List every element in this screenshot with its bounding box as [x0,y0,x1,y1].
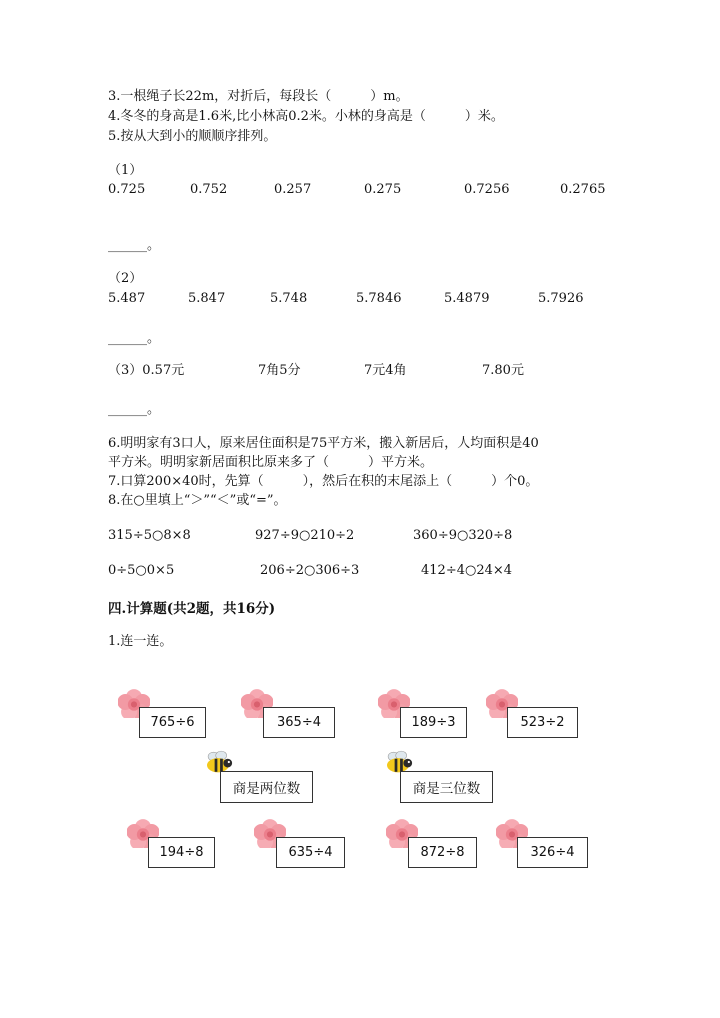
category-box-three-digit[interactable]: 商是三位数 [400,771,493,803]
top-division-box[interactable]: 365÷4 [263,707,335,738]
p1-number: 0.2765 [560,182,606,197]
compare-expression: 412÷4○24×4 [421,563,513,578]
section-4-title: 四.计算题(共2题，共16分) [108,601,276,617]
bottom-division-box[interactable]: 326÷4 [517,837,588,868]
p1-number: 0.257 [274,182,312,197]
p1-number: 0.725 [108,182,146,197]
question-7: 7.口算200×40时，先算（ ），然后在积的末尾添上（ ）个0。 [108,474,539,489]
p1-number: 0.752 [190,182,228,197]
p2-number: 5.4879 [444,291,490,306]
top-division-box[interactable]: 765÷6 [139,707,206,738]
question-6-line-2: 平方米。明明家新居面积比原来多了（ ）平方米。 [108,455,434,470]
question-6-line-1: 6.明明家有3口人，原来居住面积是75平方米，搬入新居后，人均面积是40 [108,436,539,451]
p3-item: 7.80元 [482,363,524,378]
part-2-label: （2） [108,271,143,286]
top-division-box[interactable]: 523÷2 [507,707,578,738]
bottom-division-box[interactable]: 194÷8 [148,837,215,868]
p2-number: 5.748 [270,291,308,306]
calc-question-1: 1.连一连。 [108,634,173,649]
part-1-label: （1） [108,163,143,178]
category-box-two-digit[interactable]: 商是两位数 [220,771,313,803]
question-8: 8.在○里填上“＞”“＜”或“=”。 [108,493,287,508]
bottom-division-box[interactable]: 635÷4 [276,837,345,868]
compare-expression: 360÷9○320÷8 [413,528,513,543]
compare-expression: 0÷5○0×5 [108,563,175,578]
compare-expression: 315÷5○8×8 [108,528,191,543]
question-3: 3.一根绳子长22m，对折后，每段长（ ）m。 [108,89,409,104]
p1-number: 0.7256 [464,182,510,197]
p3-answer-blank: ______。 [108,402,161,417]
p3-item: 7角5分 [258,363,301,378]
p2-number: 5.7926 [538,291,584,306]
p2-number: 5.847 [188,291,226,306]
p1-answer-blank: ______。 [108,238,161,253]
p1-number: 0.275 [364,182,402,197]
p3-item: 7元4角 [364,363,407,378]
compare-expression: 927÷9○210÷2 [255,528,355,543]
bottom-division-box[interactable]: 872÷8 [408,837,477,868]
question-4: 4.冬冬的身高是1.6米,比小林高0.2米。小林的身高是（ ）米。 [108,109,504,124]
p2-number: 5.7846 [356,291,402,306]
p2-answer-blank: ______。 [108,331,161,346]
p2-number: 5.487 [108,291,146,306]
compare-expression: 206÷2○306÷3 [260,563,360,578]
top-division-box[interactable]: 189÷3 [400,707,467,738]
question-5: 5.按从大到小的顺顺序排列。 [108,129,277,144]
p3-item: （3）0.57元 [108,363,185,378]
